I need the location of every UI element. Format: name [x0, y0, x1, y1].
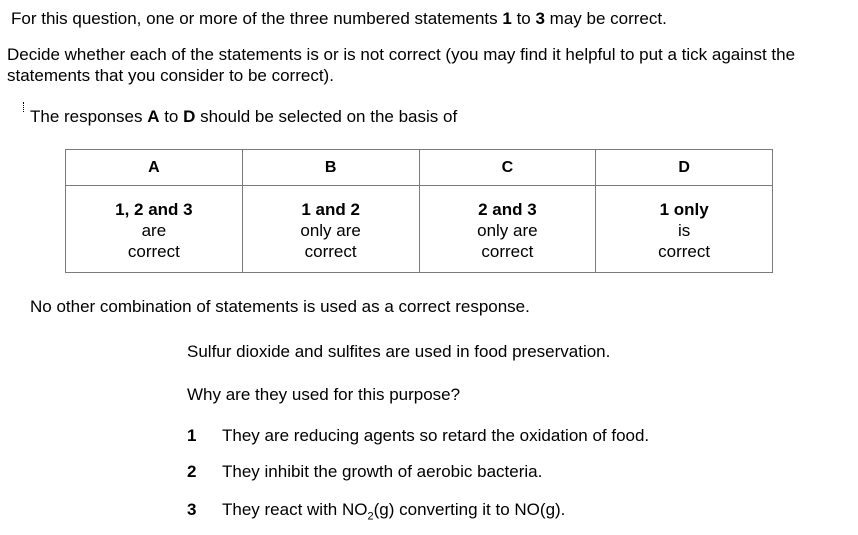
instruction-text: For this question, one or more of the three numbered statements [11, 9, 503, 28]
cell-a [66, 186, 243, 273]
table-row [66, 186, 773, 273]
responses-text: should be selected on the basis of [195, 107, 458, 126]
instruction-line [11, 8, 667, 29]
statement-number: 2 [187, 462, 197, 481]
cell-d [596, 186, 773, 273]
header-d: D [596, 150, 773, 186]
responses-text: The responses [30, 107, 148, 126]
responses-line [30, 106, 457, 127]
response-key-table [65, 149, 773, 273]
response-letter-a: A [147, 107, 160, 126]
cell-statements: 2 and 3 [478, 200, 537, 219]
cell-text: correct [304, 242, 357, 261]
cell-c [419, 186, 596, 273]
decide-paragraph: Decide whether each of the statements is or is not correct (you may find it helpful to put a tick against the statements that you consider to be correct). [7, 45, 796, 85]
instruction-text: may be correct. [544, 9, 667, 28]
statement-2 [187, 461, 542, 482]
cell-text: only are [300, 221, 361, 240]
question-prompt: Why are they used for this purpose? [187, 385, 461, 404]
dotted-mark [23, 102, 25, 112]
statement-number: 1 [187, 426, 197, 445]
statement-text: They inhibit the growth of aerobic bacteria. [222, 462, 543, 481]
cell-statements: 1 and 2 [301, 200, 360, 219]
cell-text: correct [127, 242, 180, 261]
statement-number-1: 1 [502, 9, 512, 28]
cell-statements: 1 only [659, 200, 709, 219]
statement-3 [187, 499, 565, 527]
responses-text: to [159, 107, 184, 126]
subscript: 2 [367, 510, 374, 523]
cell-text: only are [477, 221, 538, 240]
cell-statements: 1, 2 and 3 [115, 200, 193, 219]
response-letter-d: D [183, 107, 196, 126]
cell-text: are [141, 221, 167, 240]
statement-text: They react with NO [222, 500, 368, 519]
instruction-text: to [511, 9, 536, 28]
statement-text: (g) converting it to NO(g). [373, 500, 566, 519]
statement-number-3: 3 [535, 9, 545, 28]
header-a: A [66, 150, 243, 186]
cell-text: correct [658, 242, 711, 261]
statement-text: They are reducing agents so retard the oxidation of food. [222, 426, 650, 445]
cell-text: is [677, 221, 691, 240]
statement-number: 3 [187, 500, 197, 519]
statement-1 [187, 425, 649, 446]
question-stem: Sulfur dioxide and sulfites are used in food preservation. [187, 342, 611, 361]
cell-text: correct [481, 242, 534, 261]
cell-b [242, 186, 419, 273]
no-other-line: No other combination of statements is used as a correct response. [30, 297, 530, 316]
header-c: C [419, 150, 596, 186]
table-header-row [66, 150, 773, 186]
header-b: B [242, 150, 419, 186]
